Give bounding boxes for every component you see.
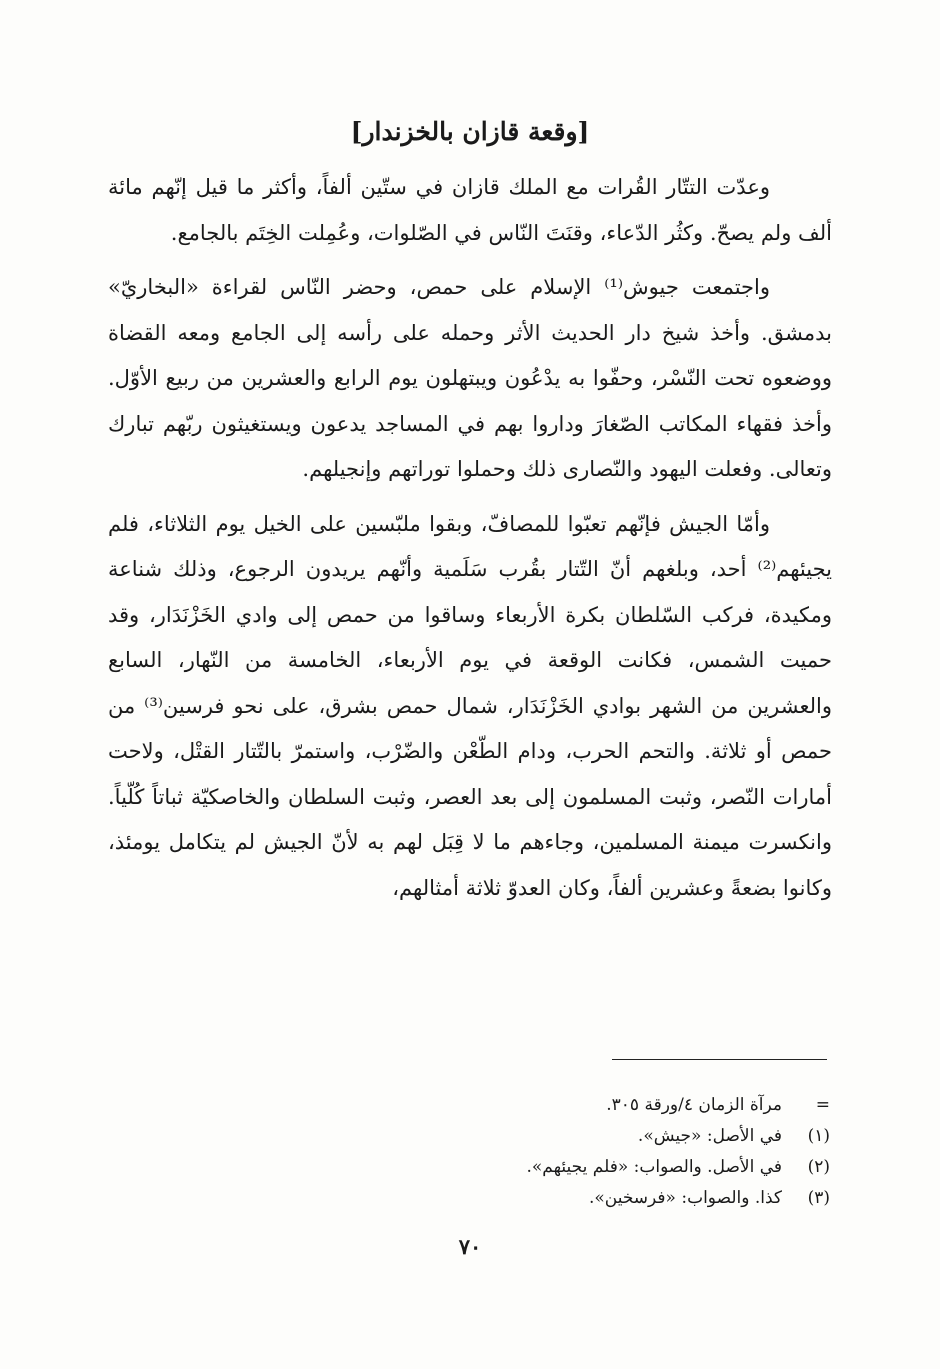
page-number: ٧٠: [458, 1234, 482, 1259]
body-text: [108, 165, 832, 920]
footnote-marker: =: [815, 1095, 830, 1115]
footnote-text: في الأصل: «جيش».: [637, 1126, 782, 1146]
footnote-divider: [612, 1059, 827, 1060]
footnote-marker: (٢): [807, 1157, 830, 1177]
footnote-text: في الأصل. والصواب: «فلم يجيئهم».: [526, 1157, 782, 1177]
footnote-continuation: [108, 1090, 830, 1121]
paragraph-1: وعدّت التتّار القُرات مع الملك قازان في ستّين ألفاً، وأكثر ما قيل إنّهم مائة ألف ولم يصحّ. وكثُر الدّعاء، وقنَتَ النّاس في الصّلوات، وعُمِلت الخِتَم بالجامع.: [108, 175, 832, 245]
footnote-marker: (١): [807, 1126, 830, 1146]
paragraph-3: وأمّا الجيش فإنّهم تعبّوا للمصافّ، وبقوا ملبّسين على الخيل يوم الثلاثاء، فلم يجيئهم⁽²⁾ أحد، وبلغهم أنّ التّتار بقُرب سَلَمية وأنّهم يريدون الرجوع، وذلك شناعة ومكيدة، فركب السّلطان بكرة الأربعاء وساقوا من حمص إلى وادي الخَزْنَدَار، وقد حميت الشمس، فكانت الوقعة في يوم الأربعاء، الخامسة من النّهار، السابع والعشرين من الشهر بوادي الخَزْنَدَار، شمال حمص بشرق، على نحو فرسين⁽³⁾ من حمص أو ثلاثة. والتحم الحرب، ودام الطّعْن والضّرْب، واستمرّ بالتّتار القتْل، ولاحت أمارات النّصر، وثبت المسلمون إلى بعد العصر، وثبت السلطان والخاصكيّة ثباتاً كُلّياً. وانكسرت ميمنة المسلمين، وجاءهم ما لا قِبَل لهم به لأنّ الجيش لم يتكامل يومئذ، وكانوا بضعةً وعشرين ألفاً، وكان العدوّ ثلاثة أمثالهم،: [108, 511, 832, 900]
footnote-text: كذا. والصواب: «فرسخين».: [588, 1188, 782, 1208]
footnote-text: مرآة الزمان ٤/ورقة ٣٠٥.: [606, 1095, 782, 1115]
paragraph-2: واجتمعت جيوش⁽¹⁾ الإسلام على حمص، وحضر النّاس لقراءة «البخاريّ» بدمشق. وأخذ شيخ دار الحديث الأثر وحمله على رأسه إلى الجامع ومعه القضاة ووضعوه تحت النّسْر، وحفّوا به يدْعُون ويبتهلون يوم الرابع والعشرين من ربيع الأوّل. وأخذ فقهاء المكاتب الصّغارَ وداروا بهم في المساجد يدعون ويستغيثون ربّهم تبارك وتعالى. وفعلت اليهود والنّصارى ذلك وحملوا توراتهم وإنجيلهم.: [108, 275, 832, 481]
footnote-2: [108, 1152, 830, 1183]
footnotes: [108, 1090, 830, 1214]
footnote-3: [108, 1183, 830, 1214]
footnote-1: [108, 1121, 830, 1152]
footnote-marker: (٣): [807, 1188, 830, 1208]
section-heading: [وقعة قازان بالخزندار]: [350, 117, 590, 146]
